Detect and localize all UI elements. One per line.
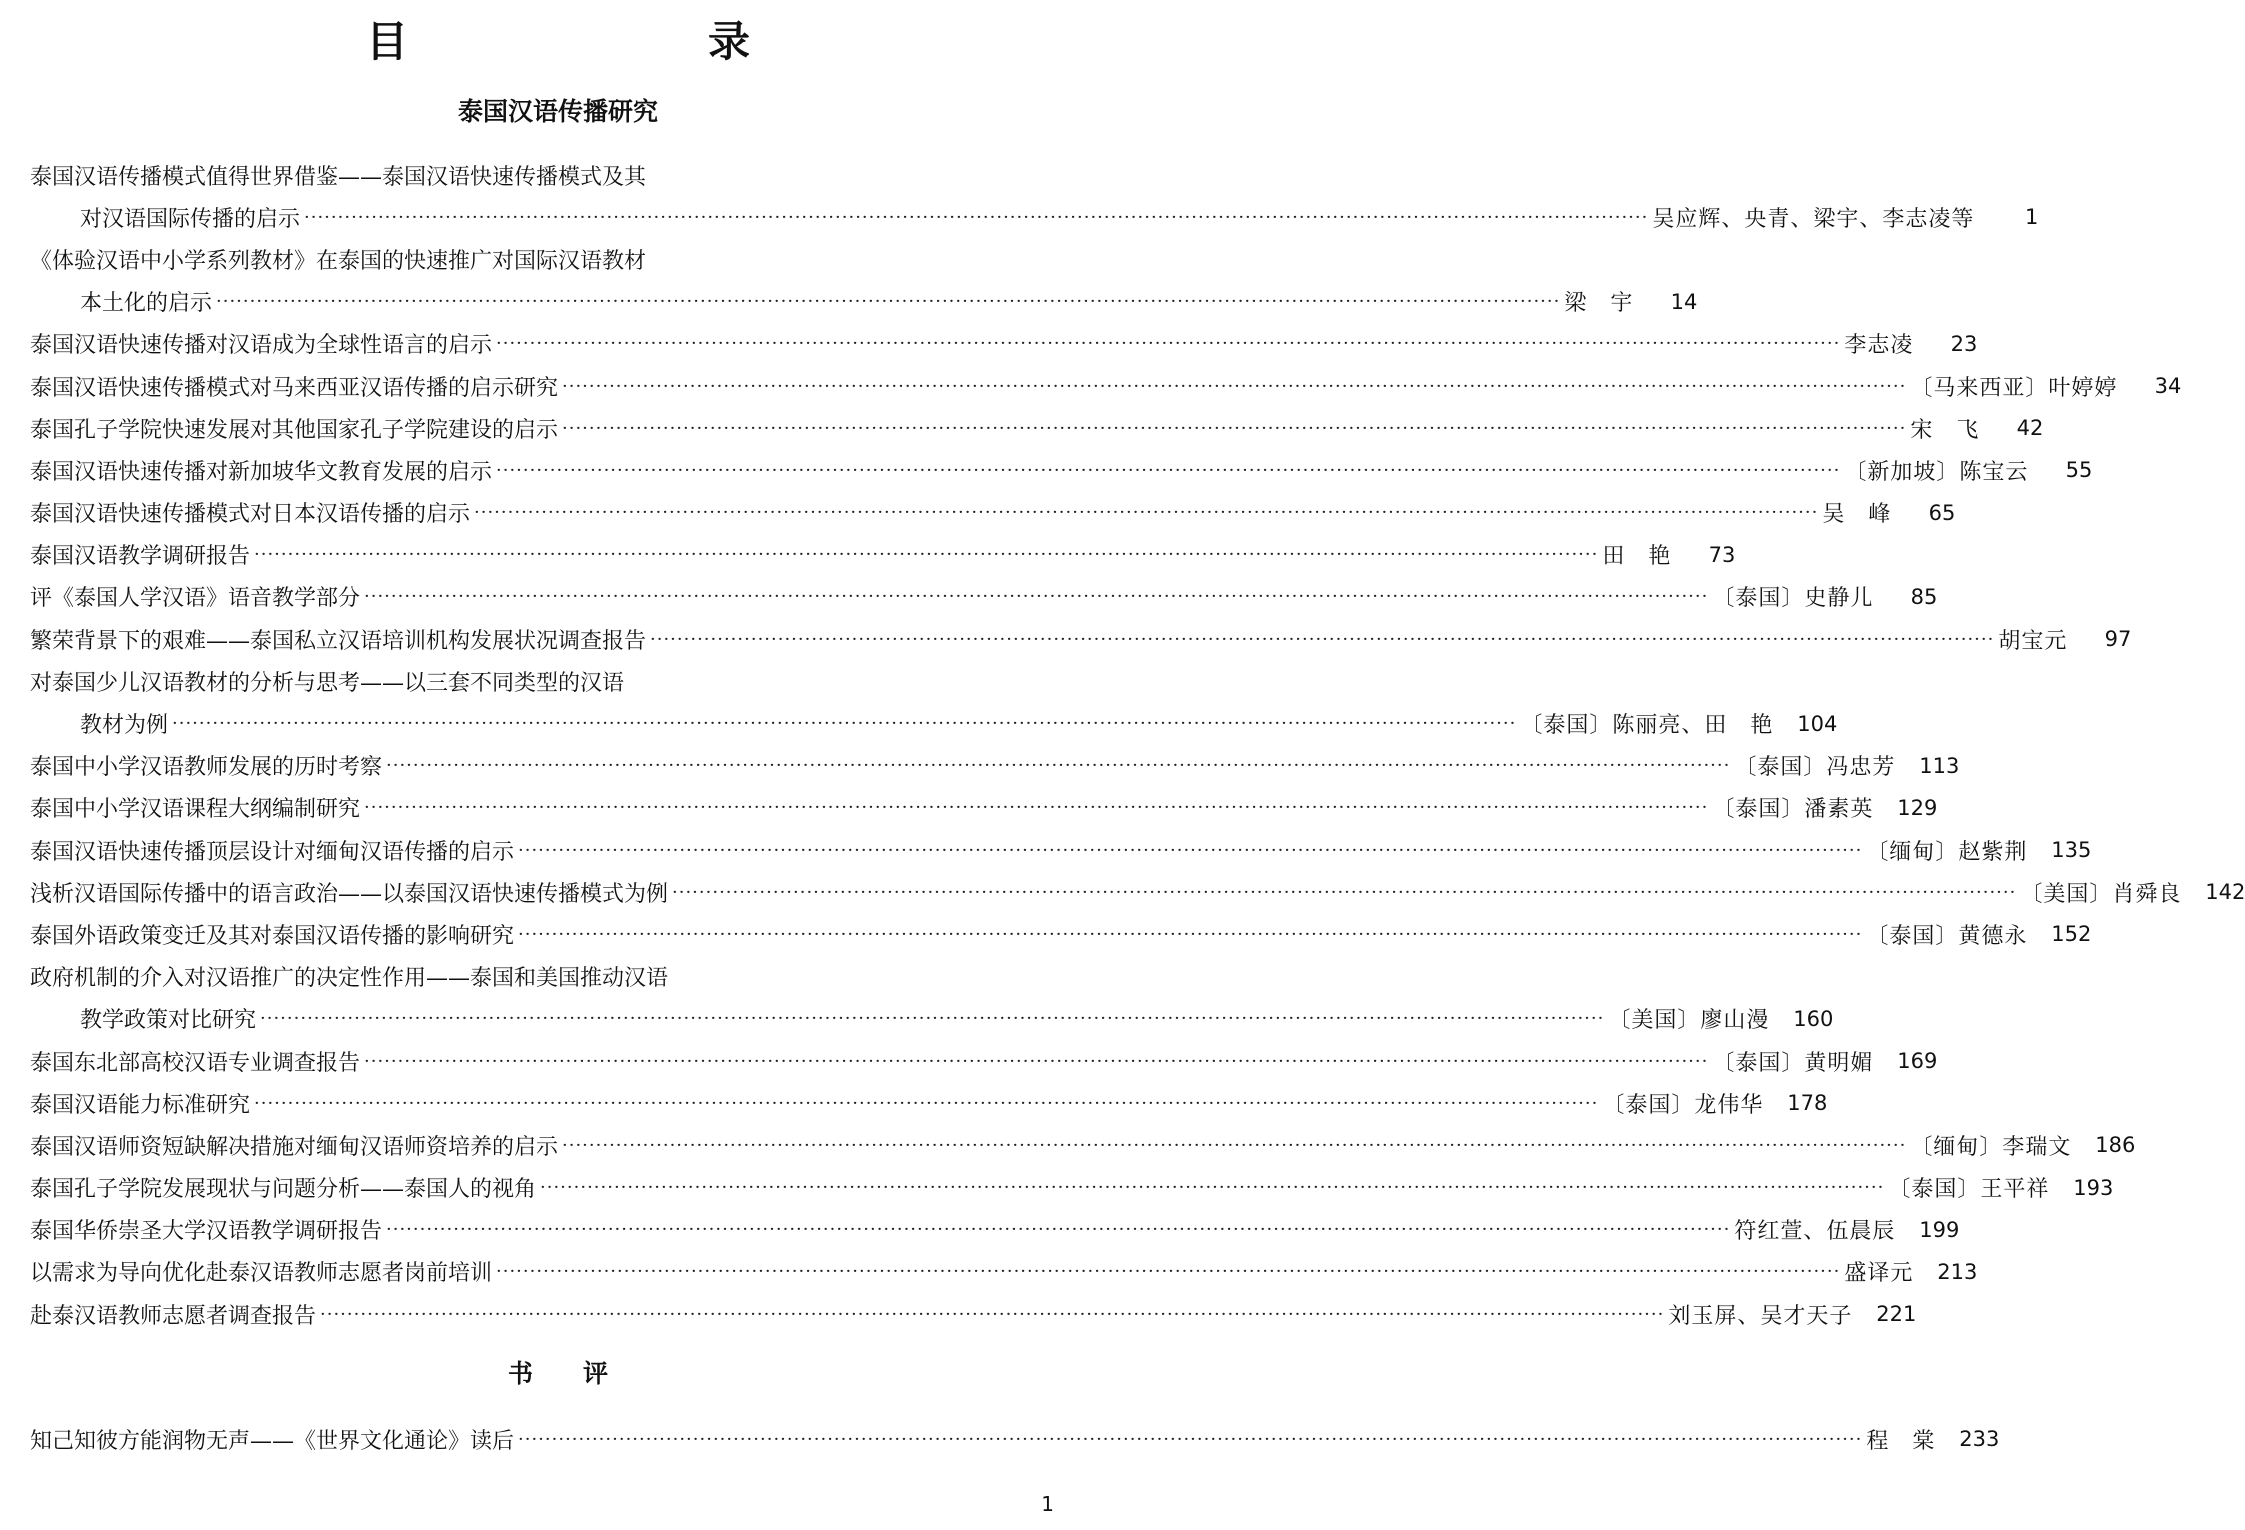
toc-entry-author: 吴 峰 <box>1822 502 1892 528</box>
toc-entry-page: 152 <box>2051 922 2092 947</box>
toc-entry-title: 对汉语国际传播的启示 <box>80 206 301 232</box>
toc-entry-author: 田 艳 <box>1602 544 1672 570</box>
dot-leader: ········································································································································································································ <box>386 755 1731 777</box>
toc-entry-title: 泰国汉语快速传播模式对马来西亚汉语传播的启示研究 <box>30 375 559 401</box>
toc-entry-author: 〔缅甸〕赵紫荆 <box>1866 839 2028 865</box>
toc-entry-page: 34 <box>2154 374 2182 399</box>
toc-entry-author: 〔泰国〕史静儿 <box>1712 586 1874 612</box>
toc-entry-page: 42 <box>2016 416 2044 441</box>
toc-entry <box>30 365 2182 407</box>
toc-entry-page: 169 <box>1897 1049 1938 1074</box>
toc-entry <box>30 1124 2136 1166</box>
toc-entry-title: 泰国汉语能力标准研究 <box>30 1092 251 1118</box>
toc-entry-title: 赴泰汉语教师志愿者调查报告 <box>30 1303 317 1329</box>
toc-entry-title: 浅析汉语国际传播中的语言政治——以泰国汉语快速传播模式为例 <box>30 881 669 907</box>
toc-entry <box>30 1251 1978 1293</box>
toc-entry-page: 135 <box>2051 838 2092 863</box>
toc-entry-title: 泰国汉语传播模式值得世界借鉴——泰国汉语快速传播模式及其 <box>30 164 647 190</box>
toc-entry <box>30 281 1698 323</box>
toc-entry-author: 符红萱、伍晨辰 <box>1734 1219 1896 1245</box>
toc-entry-author: 宋 飞 <box>1910 417 1980 443</box>
dot-leader: ········································································································································································································ <box>562 417 1907 439</box>
toc-entry <box>30 1040 1938 1082</box>
dot-leader: ········································································································································································································ <box>496 459 1841 481</box>
dot-leader: ········································································································································································································ <box>172 713 1517 735</box>
toc-entry-author: 〔泰国〕黄德永 <box>1866 923 2028 949</box>
toc-entry-author: 〔泰国〕冯忠芳 <box>1734 755 1896 781</box>
toc-entry-author: 李志凌 <box>1844 333 1914 359</box>
toc-entry-page: 186 <box>2095 1133 2136 1158</box>
dot-leader: ········································································································································································································ <box>562 1134 1907 1156</box>
toc-entry <box>30 702 1838 744</box>
toc-entry-author: 梁 宇 <box>1564 291 1634 317</box>
toc-entry-title: 政府机制的介入对汉语推广的决定性作用——泰国和美国推动汉语 <box>30 966 669 992</box>
toc-entry-author: 盛译元 <box>1844 1261 1914 1287</box>
toc-entry <box>30 449 2093 491</box>
toc-entry-title: 教学政策对比研究 <box>80 1008 257 1034</box>
toc-entry-author: 程 棠 <box>1866 1428 1936 1454</box>
page-title: 目 录 <box>365 17 822 66</box>
toc-entry-page: 1 <box>2025 205 2039 230</box>
dot-leader: ········································································································································································································ <box>496 333 1841 355</box>
toc-entry <box>30 787 1938 829</box>
toc-entry-title: 繁荣背景下的艰难——泰国私立汉语培训机构发展状况调查报告 <box>30 628 647 654</box>
toc-entry-author: 〔泰国〕龙伟华 <box>1602 1092 1764 1118</box>
toc-entry-page: 113 <box>1919 753 1960 778</box>
section-heading: 泰国汉语传播研究 <box>457 97 658 126</box>
toc-section-list <box>30 154 2245 1335</box>
toc-entry-title: 教材为例 <box>80 713 169 739</box>
toc-entry-title: 《体验汉语中小学系列教材》在泰国的快速推广对国际汉语教材 <box>30 248 647 274</box>
toc-entry-title: 评《泰国人学汉语》语音教学部分 <box>30 586 361 612</box>
toc-entry-title: 泰国华侨崇圣大学汉语教学调研报告 <box>30 1219 383 1245</box>
toc-entry-page: 160 <box>1793 1006 1834 1031</box>
dot-leader: ········································································································································································································ <box>518 839 1863 861</box>
toc-entry-title: 泰国汉语快速传播对汉语成为全球性语言的启示 <box>30 333 493 359</box>
toc-entry-title: 泰国孔子学院发展现状与问题分析——泰国人的视角 <box>30 1177 537 1203</box>
section-heading: 书评 <box>507 1359 658 1388</box>
toc-entry-author: 吴应辉、央青、梁宇、李志凌等 <box>1652 206 1975 232</box>
dot-leader: ········································································································································································································ <box>320 1303 1665 1325</box>
toc-entry-page: 142 <box>2205 880 2245 905</box>
toc-entry <box>30 534 1736 576</box>
dot-leader: ········································································································································································································ <box>364 797 1709 819</box>
toc-entry-author: 〔新加坡〕陈宝云 <box>1844 459 2029 485</box>
toc-entry-title: 知己知彼方能润物无声——《世界文化通论》读后 <box>30 1428 515 1454</box>
toc-entry-title-line <box>30 660 1065 702</box>
toc-entry-author: 〔马来西亚〕叶婷婷 <box>1910 375 2118 401</box>
toc-entry-author: 刘玉屏、吴才天子 <box>1668 1303 1853 1329</box>
dot-leader: ········································································································································································································ <box>216 291 1561 313</box>
dot-leader: ········································································································································································································ <box>650 628 1995 650</box>
toc-entry <box>30 1418 2000 1460</box>
toc-entry-title: 泰国汉语快速传播顶层设计对缅甸汉语传播的启示 <box>30 839 515 865</box>
toc-section-list <box>30 1418 2000 1460</box>
dot-leader: ········································································································································································································ <box>518 923 1863 945</box>
toc-entry-title: 泰国汉语快速传播对新加坡华文教育发展的启示 <box>30 459 493 485</box>
toc-entry-page: 73 <box>1708 542 1736 567</box>
toc-entry-title: 对泰国少儿汉语教材的分析与思考——以三套不同类型的汉语 <box>30 670 625 696</box>
toc-entry-title: 泰国汉语教学调研报告 <box>30 544 251 570</box>
toc-entry-author: 〔缅甸〕李瑞文 <box>1910 1134 2072 1160</box>
toc-entry-page: 97 <box>2104 627 2132 652</box>
toc-entry-author: 〔泰国〕陈丽亮、田 艳 <box>1520 713 1774 739</box>
toc-entry-title: 泰国孔子学院快速发展对其他国家孔子学院建设的启示 <box>30 417 559 443</box>
toc-entry-page: 178 <box>1787 1091 1828 1116</box>
toc-entry <box>30 745 1960 787</box>
toc-entry-page: 129 <box>1897 795 1938 820</box>
toc-entry-title: 本土化的启示 <box>80 291 213 317</box>
dot-leader: ········································································································································································································ <box>518 1428 1863 1450</box>
toc-entry <box>30 618 2132 660</box>
toc-entry-author: 〔美国〕肖舜良 <box>2020 881 2182 907</box>
toc-entry-page: 221 <box>1876 1302 1917 1327</box>
toc-entry-title-line <box>30 238 1065 280</box>
toc-entry <box>30 323 1978 365</box>
toc-entry-page: 213 <box>1937 1259 1978 1284</box>
dot-leader: ········································································································································································································ <box>474 502 1819 524</box>
toc-entry <box>30 1209 1960 1251</box>
toc-entry-title: 泰国外语政策变迁及其对泰国汉语传播的影响研究 <box>30 923 515 949</box>
toc-entry-page: 193 <box>2073 1175 2114 1200</box>
toc-entry-title: 泰国中小学汉语教师发展的历时考察 <box>30 755 383 781</box>
toc-entry <box>30 913 2092 955</box>
toc-entry-page: 23 <box>1950 331 1978 356</box>
page-number: 1 <box>1041 1492 1054 1516</box>
toc-entry-title: 泰国东北部高校汉语专业调查报告 <box>30 1050 361 1076</box>
toc-entry-title-line <box>30 956 1065 998</box>
dot-leader: ········································································································································································································ <box>364 586 1709 608</box>
toc-entry-title: 泰国中小学汉语课程大纲编制研究 <box>30 797 361 823</box>
toc-entry-author: 〔泰国〕王平祥 <box>1888 1177 2050 1203</box>
toc-entry <box>30 998 1834 1040</box>
toc-entry <box>30 871 2245 913</box>
dot-leader: ········································································································································································································ <box>260 1008 1605 1030</box>
toc-entry <box>30 1293 1917 1335</box>
dot-leader: ········································································································································································································ <box>386 1219 1731 1241</box>
toc-entry-author: 〔泰国〕潘素英 <box>1712 797 1874 823</box>
dot-leader: ········································································································································································································ <box>254 544 1599 566</box>
toc-entry-page: 14 <box>1670 289 1698 314</box>
toc-entry <box>30 829 2092 871</box>
toc-entry <box>30 576 1938 618</box>
toc-entry-author: 胡宝元 <box>1998 628 2068 654</box>
toc-entry <box>30 196 2039 238</box>
toc-entry <box>30 407 2044 449</box>
toc-entry-page: 233 <box>1959 1427 2000 1452</box>
toc-entry-page: 65 <box>1928 500 1956 525</box>
dot-leader: ········································································································································································································ <box>254 1092 1599 1114</box>
toc-entry-author: 〔美国〕廖山漫 <box>1608 1008 1770 1034</box>
dot-leader: ········································································································································································································ <box>562 375 1907 397</box>
dot-leader: ········································································································································································································ <box>304 206 1649 228</box>
dot-leader: ········································································································································································································ <box>364 1050 1709 1072</box>
toc-entry-page: 199 <box>1919 1217 1960 1242</box>
toc-entry-title: 以需求为导向优化赴泰汉语教师志愿者岗前培训 <box>30 1261 493 1287</box>
toc-entry <box>30 1082 1828 1124</box>
toc-entry <box>30 492 1956 534</box>
toc-entry-author: 〔泰国〕黄明媚 <box>1712 1050 1874 1076</box>
toc-entry-title: 泰国汉语师资短缺解决措施对缅甸汉语师资培养的启示 <box>30 1134 559 1160</box>
toc-entry-page: 55 <box>2065 458 2093 483</box>
toc-entry-title: 泰国汉语快速传播模式对日本汉语传播的启示 <box>30 502 471 528</box>
dot-leader: ········································································································································································································ <box>672 881 2017 903</box>
toc-entry-page: 85 <box>1910 584 1938 609</box>
dot-leader: ········································································································································································································ <box>496 1261 1841 1283</box>
dot-leader: ········································································································································································································ <box>540 1177 1885 1199</box>
toc-entry <box>30 1167 2114 1209</box>
toc-entry-title-line <box>30 154 1065 196</box>
toc-entry-page: 104 <box>1797 711 1838 736</box>
